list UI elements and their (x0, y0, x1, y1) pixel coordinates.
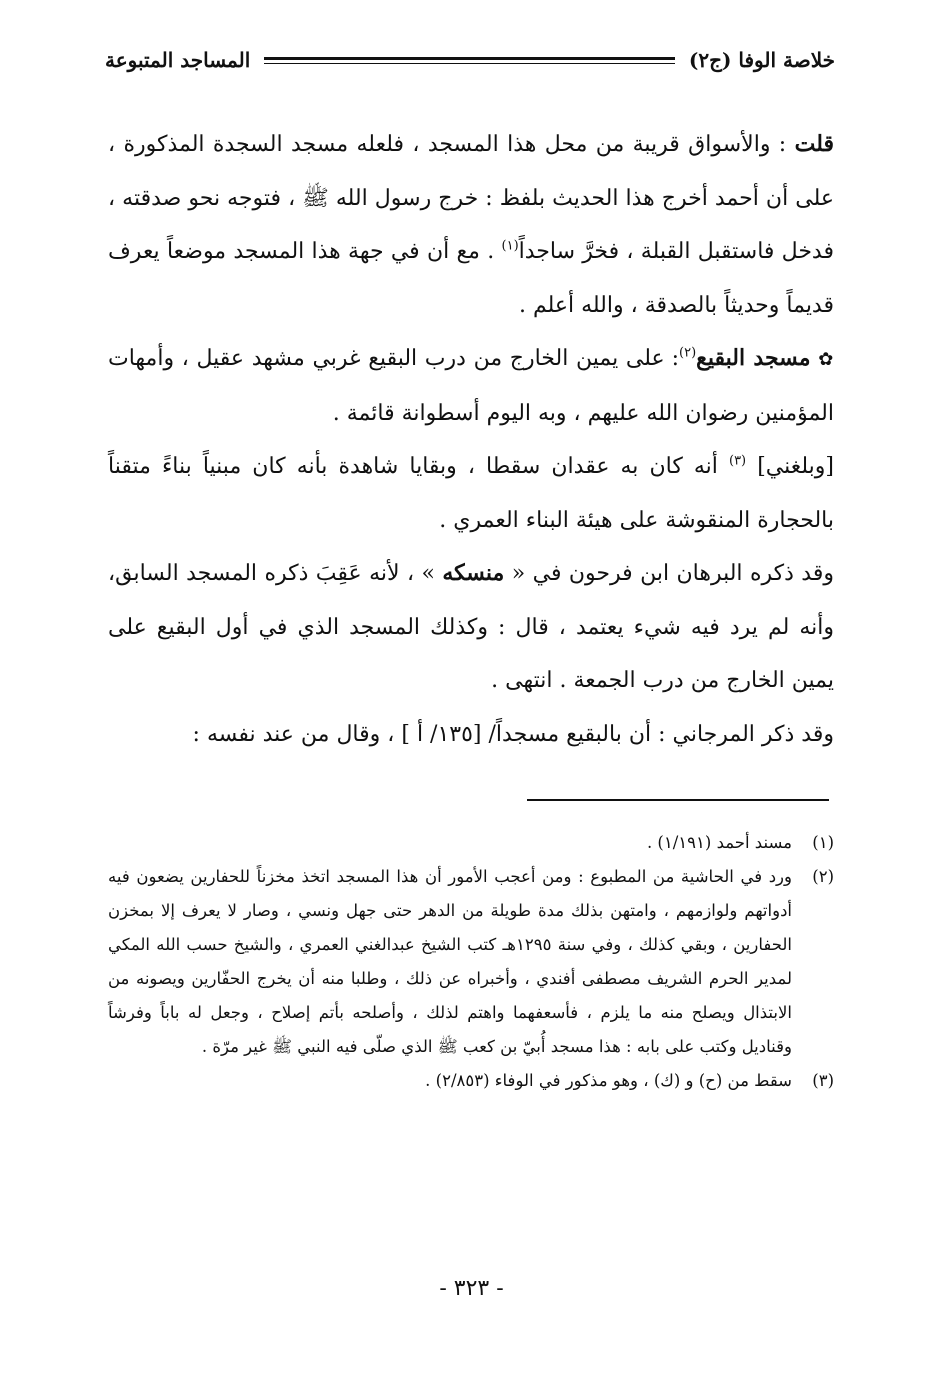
paragraph-text: أنه كان به عقدان سقطا ، وبقايا شاهدة بأنه كان مبنياً بناءً متقناً بالحجارة المنقوشة على هيئة البناء العمري . (108, 454, 834, 533)
book-reference: منسكه (442, 560, 505, 586)
paragraph (108, 118, 834, 332)
footnote-item (108, 860, 834, 1064)
paragraph (108, 708, 834, 762)
footnote-text: سقط من (ح) و (ك) ، وهو مذكور في الوفاء (٢/٨٥٣) . (425, 1071, 792, 1090)
book-title: خلاصة الوفا (ج٢) (688, 48, 835, 72)
paragraph (108, 547, 834, 708)
page-number: - ٣٢٣ - (439, 1276, 504, 1301)
running-header (105, 40, 835, 80)
footnote-number: (٣) (812, 1071, 834, 1090)
lead-word: [وبلغني] (757, 454, 834, 479)
footnote-number: (١) (812, 833, 834, 852)
header-rule (264, 57, 675, 64)
footnote-ref[interactable]: (١) (501, 238, 519, 254)
paragraph-text: : على يمين الخارج من درب البقيع غربي مشهد عقيل ، وأمهات المؤمنين رضوان الله عليهم ، وبه اليوم أسطوانة قائمة . (108, 346, 834, 426)
footnote-ref[interactable]: (٢) (679, 345, 697, 361)
lead-word: قلت (794, 131, 835, 157)
main-text (108, 118, 834, 761)
footnotes (108, 826, 834, 1098)
footnote-item (108, 826, 834, 860)
footnote-number: (٢) (812, 867, 834, 886)
paragraph-text: . مع أن في جهة هذا المسجد موضعاً يعرف قديماً وحديثاً بالصدقة ، والله أعلم . (108, 239, 834, 318)
footnote-separator (527, 799, 829, 801)
paragraph-text: : والأسواق قريبة من محل هذا المسجد ، فلعله مسجد السجدة المذكورة ، على أن أحمد أخرج هذا الحديث بلفظ : خرج رسول الله ﷺ ، فتوجه نحو صدقته ، فدخل فاستقبل القبلة ، فخرَّ ساجداً (108, 132, 835, 264)
section-heading: مسجد البقيع (696, 345, 811, 371)
section-title: المساجد المتبوعة (105, 48, 251, 72)
paragraph (108, 332, 834, 440)
paragraph-text: وقد ذكره البرهان ابن فرحون في « (511, 561, 834, 586)
footnote-ref[interactable]: (٣) (728, 453, 747, 469)
flower-icon: ✿ (818, 349, 835, 370)
footnote-text: ورد في الحاشية من المطبوع : ومن أعجب الأمور أن هذا المسجد اتخذ مخزناً للحفارين يضعون فيه أدواتهم ولوازمهم ، وامتهن بذلك مدة طويلة من الدهر حتى جهل ونسي ، وصار لا يعرف إلا بمخزن الحفارين ، وبقي كذلك ، وفي سنة ١٢٩٥هـ كتب الشيخ عبدالغني العمري ، والشيخ حسب الله المكي لمدير الحرم الشريف مصطفى أفندي ، وأخبراه عن ذلك ، وطلبا منه أن يخرج الحفّارين ويصونه من الابتذال ويصلح منه ما يلزم ، فأسعفهما واهتم لذلك ، وأصلحه بأتم إصلاح ، وجعل له باباً وفرشاً وقناديل وكتب على بابه : هذا مسجد أُبيّ بن كعب ﷺ الذي صلّى فيه النبي ﷺ غير مرّة . (108, 867, 792, 1056)
paragraph-text: » ، لأنه عَقِبَ ذكره المسجد السابق، وأنه لم يرد فيه شيء يعتمد ، قال : وكذلك المسجد الذي في أول البقيع على يمين الخارج من درب الجمعة . انتهى . (108, 561, 834, 693)
paragraph-text: وقد ذكر المرجاني : أن بالبقيع مسجداً/ [١٣٥/ أ ] ، وقال من عند نفسه : (192, 721, 834, 747)
footnote-text: مسند أحمد (١/١٩١) . (646, 833, 792, 852)
footnote-item (108, 1064, 834, 1098)
paragraph (108, 440, 834, 547)
